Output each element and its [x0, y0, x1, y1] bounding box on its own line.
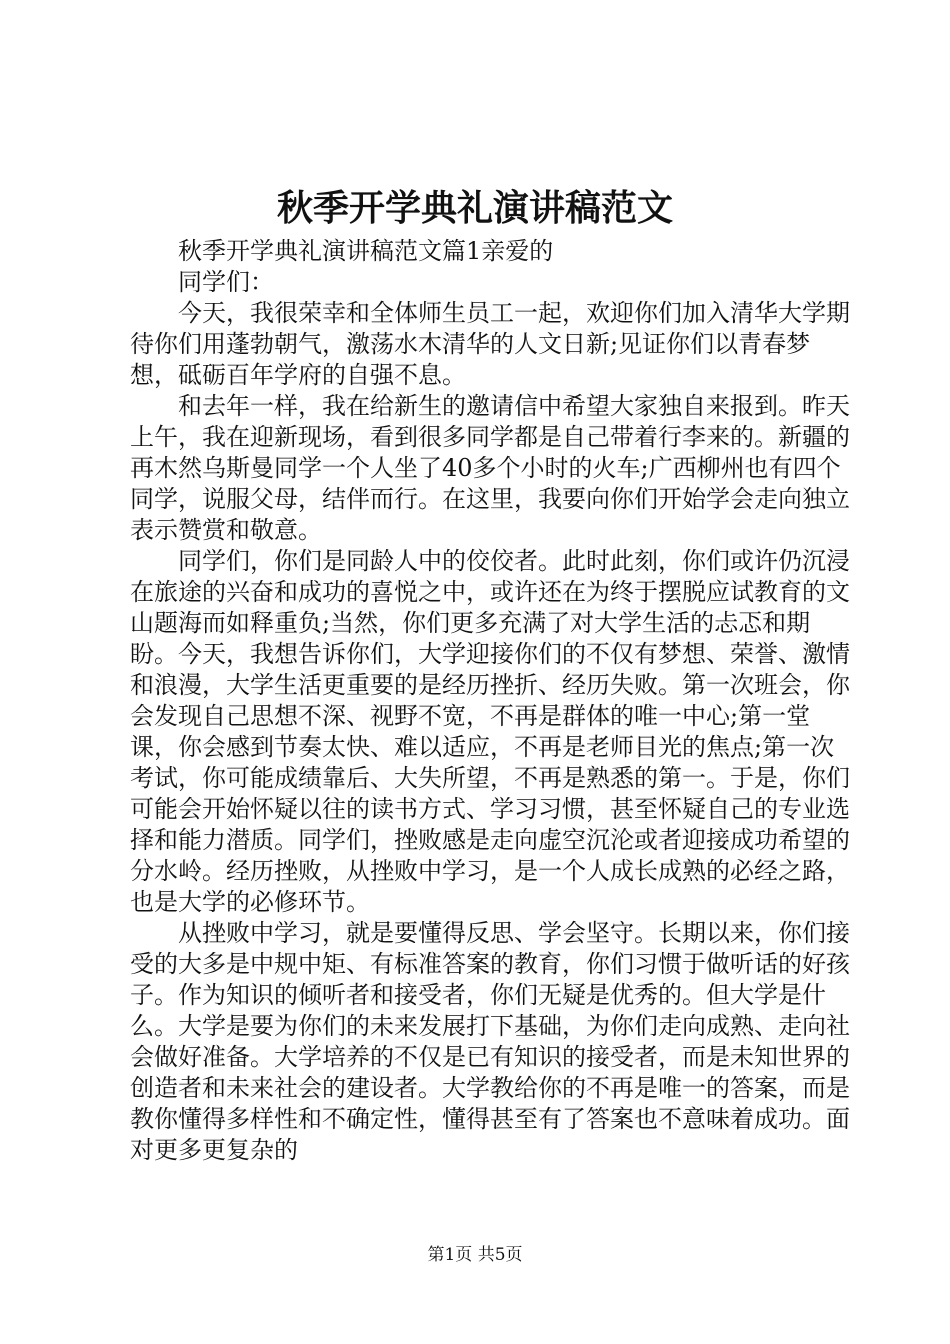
page-number-footer: 第1页 共5页 [427, 1245, 523, 1265]
paragraph: 今天，我很荣幸和全体师生员工一起，欢迎你们加入清华大学期待你们用蓬勃朝气，激荡水木清华的人文日新;见证你们以青春梦想，砥砺百年学府的自强不息。 [130, 299, 850, 389]
document-title: 秋季开学典礼演讲稿范文 [276, 187, 673, 229]
paragraph-salutation: 同学们： [178, 268, 274, 296]
paragraph: 同学们，你们是同龄人中的佼佼者。此时此刻，你们或许仍沉浸在旅途的兴奋和成功的喜悦之中，或许还在为终于摆脱应试教育的文山题海而如释重负;当然，你们更多充满了对大学生活的忐忑和期盼。今天，我想告诉你们，大学迎接你们的不仅有梦想、荣誉、激情和浪漫，大学生活更重要的是经历挫折、经历失败。第一次班会，你会发现自己思想不深、视野不宽，不再是群体的唯一中心;第一堂课，你会感到节奏太快、难以适应，不再是老师目光的焦点;第一次考试，你可能成绩靠后、大失所望，不再是熟悉的第一。于是，你们可能会开始怀疑以往的读书方式、学习习惯，甚至怀疑自己的专业选择和能力潜质。同学们，挫败感是走向虚空沉沦或者迎接成功希望的分水岭。经历挫败，从挫败中学习，是一个人成长成熟的必经之路，也是大学的必修环节。 [130, 547, 850, 916]
paragraph-heading-line: 秋季开学典礼演讲稿范文篇1亲爱的 [178, 237, 554, 265]
paragraph: 从挫败中学习，就是要懂得反思、学会坚守。长期以来，你们接受的大多是中规中矩、有标准答案的教育，你们习惯于做听话的好孩子。作为知识的倾听者和接受者，你们无疑是优秀的。但大学是什么。大学是要为你们的未来发展打下基础，为你们走向成熟、走向社会做好准备。大学培养的不仅是已有知识的接受者，而是未知世界的创造者和未来社会的建设者。大学教给你的不再是唯一的答案，而是教你懂得多样性和不确定性，懂得甚至有了答案也不意味着成功。面对更多更复杂的 [130, 919, 850, 1164]
document-body [130, 236, 850, 1166]
paragraph: 和去年一样，我在给新生的邀请信中希望大家独自来报到。昨天上午，我在迎新现场，看到很多同学都是自己带着行李来的。新疆的再木然乌斯曼同学一个人坐了40多个小时的火车;广西柳州也有四个同学，说服父母，结伴而行。在这里，我要向你们开始学会走向独立表示赞赏和敬意。 [130, 392, 850, 544]
